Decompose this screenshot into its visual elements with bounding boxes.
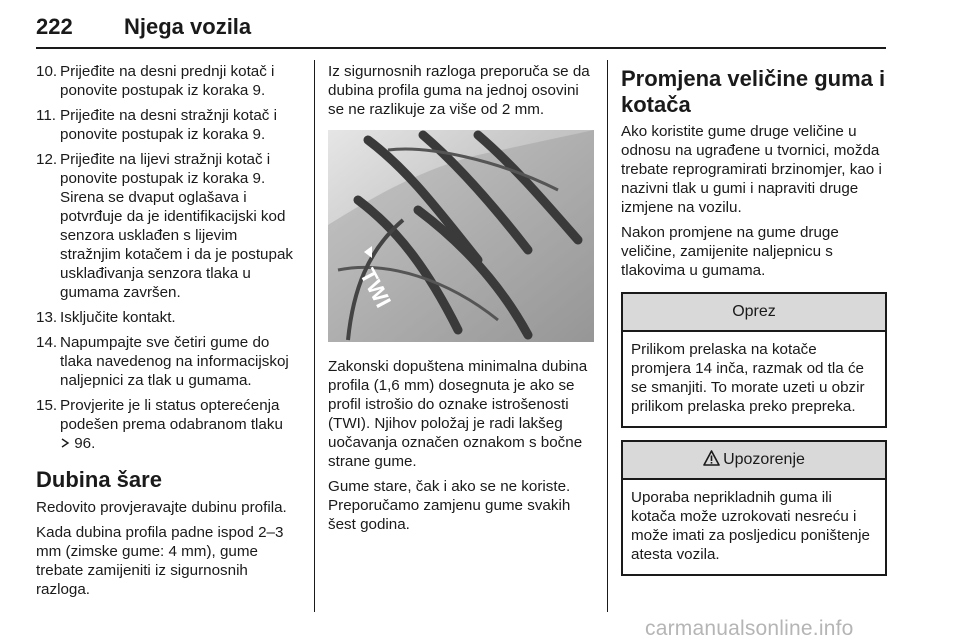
page-number: 222 <box>36 14 73 39</box>
caution-text: Prilikom prelaska na kotače promjera 14 inča, razmak od tla će se smanjiti. To morate uzeti u obzir prilikom prelaska preko prepreka. <box>631 341 865 415</box>
step-number: 14. <box>36 334 58 351</box>
twi-label: TWI <box>355 264 397 312</box>
caution-title: Oprez <box>623 294 885 332</box>
step-number: 15. <box>36 397 58 414</box>
warning-header <box>623 442 885 480</box>
paragraph: Kada dubina profila padne ispod 2–3 mm (zimske gume: 4 mm), gume trebate zamijeniti iz sigurnosnih razloga. <box>36 524 284 598</box>
warning-box <box>621 440 887 576</box>
warning-triangle-icon <box>703 450 720 466</box>
step-number: 10. <box>36 63 58 80</box>
step-number: 13. <box>36 309 58 326</box>
step-13 <box>36 308 302 327</box>
step-text: Prijeđite na desni stražnji kotač i ponovite postupak iz koraka 9. <box>60 107 277 143</box>
step-15 <box>36 396 302 453</box>
section-title: Njega vozila <box>124 14 252 39</box>
step-list <box>36 62 302 453</box>
heading-tyre-size-change: Promjena veličine guma i kotača <box>621 66 886 117</box>
step-number: 11. <box>36 107 56 124</box>
step-text: Prijeđite na desni prednji kotač i ponovite postupak iz koraka 9. <box>60 63 275 99</box>
paragraph: Zakonski dopuštena minimalna dubina profila (1,6 mm) dosegnuta je ako se profil istrošio do oznake istrošenosti (TWI). Njihov položaj je radi lakšeg uočavanja označen oznakom s bočne strane gume. <box>328 358 588 470</box>
column-divider-2 <box>607 60 608 612</box>
paragraph: Ako koristite gume druge veličine u odnosu na ugrađene u tvornici, možda trebate reprogramirati brzinomjer, kao i nazivni tlak u gumi i napraviti druge izmjene na vozilu. <box>621 123 882 216</box>
step-text: Napumpajte sve četiri gume do tlaka navedenog na informacijskoj naljepnici za tlak u gumama. <box>60 334 289 389</box>
step-10 <box>36 62 302 100</box>
page-header <box>36 6 886 46</box>
step-number: 12. <box>36 151 58 168</box>
arrow-right-icon <box>60 438 70 448</box>
step-text: Provjerite je li status opterećenja podešen prema odabranom tlaku <box>60 397 283 433</box>
tyre-tread-illustration <box>328 130 594 342</box>
warning-text: Uporaba neprikladnih guma ili kotača može uzrokovati nesreću i može imati za posljedicu poništenje atesta vozila. <box>631 489 870 563</box>
step-text: Isključite kontakt. <box>60 309 176 326</box>
warning-title: Upozorenje <box>723 451 805 468</box>
column-2 <box>328 62 594 540</box>
column-1 <box>36 62 302 605</box>
paragraph: Nakon promjene na gume druge veličine, zamijenite naljepnicu s tlakovima u gumama. <box>621 224 839 279</box>
paragraph: Iz sigurnosnih razloga preporuča se da dubina profila guma na jednoj osovini se ne razlikuje za više od 2 mm. <box>328 63 590 118</box>
caution-box <box>621 292 887 428</box>
heading-tread-depth: Dubina šare <box>36 467 162 492</box>
paragraph: Gume stare, čak i ako se ne koriste. Preporučamo zamjenu gume svakih šest godina. <box>328 478 571 533</box>
page-reference[interactable] <box>60 435 95 452</box>
step-text: Prijeđite na lijevi stražnji kotač i ponovite postupak iz koraka 9. Sirena se dvaput oglašava i potvrđuje da je identifikacijski kod senzora usklađen s lijevim stražnjim kotačem i da je postupak usklađivanja senzora tlaka u gumama završen. <box>60 151 293 301</box>
step-11 <box>36 106 302 144</box>
column-3 <box>621 62 887 576</box>
step-12 <box>36 150 302 302</box>
paragraph: Redovito provjeravajte dubinu profila. <box>36 499 287 516</box>
step-14 <box>36 333 302 390</box>
reference-page: 96. <box>74 435 96 452</box>
column-divider-1 <box>314 60 315 612</box>
header-rule <box>36 47 886 49</box>
site-watermark: carmanualsonline.info <box>645 617 854 640</box>
